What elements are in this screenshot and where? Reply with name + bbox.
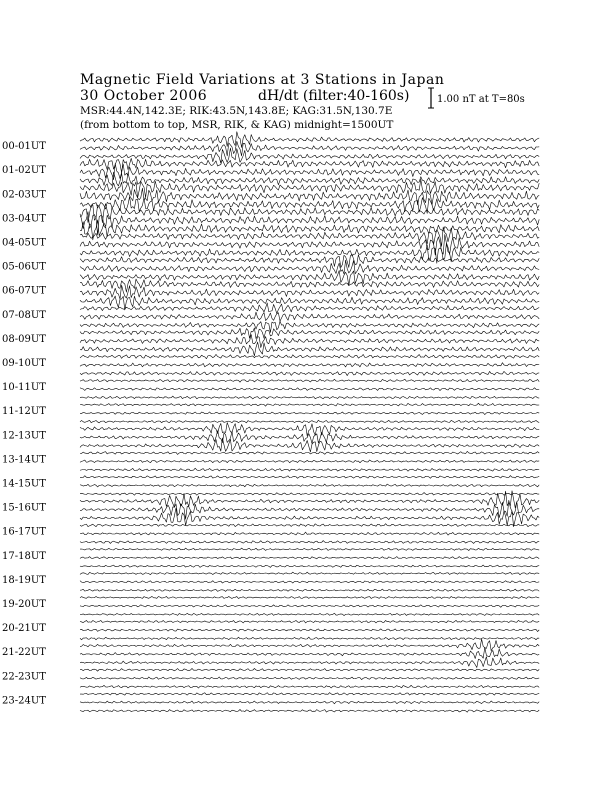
trace-kag-18 xyxy=(80,572,539,575)
trace-msr-19 xyxy=(80,613,539,615)
trace-rik-16 xyxy=(80,532,539,535)
hour-label: 00-01UT xyxy=(2,141,46,153)
trace-msr-06 xyxy=(80,296,539,310)
trace-msr-22 xyxy=(80,685,539,688)
station-coordinates: MSR:44.4N,142.3E; RIK:43.5N,143.8E; KAG:31.5N,130.7E xyxy=(80,105,393,117)
hour-label: 16-17UT xyxy=(2,526,46,538)
trace-msr-09 xyxy=(80,371,539,375)
trace-rik-01 xyxy=(80,164,539,180)
trace-kag-00 xyxy=(80,132,539,148)
trace-kag-07 xyxy=(80,303,539,314)
trace-msr-14 xyxy=(80,493,539,496)
trace-rik-09 xyxy=(80,363,539,367)
hour-label: 02-03UT xyxy=(2,189,46,201)
trace-kag-22 xyxy=(80,668,539,671)
trace-kag-10 xyxy=(80,379,539,382)
trace-msr-18 xyxy=(80,589,539,591)
trace-rik-10 xyxy=(80,388,539,391)
trace-kag-23 xyxy=(80,693,539,696)
hour-label: 17-18UT xyxy=(2,550,46,562)
hour-label: 15-16UT xyxy=(2,502,46,514)
hour-label: 09-10UT xyxy=(2,358,46,370)
hour-label: 20-21UT xyxy=(2,623,46,635)
trace-kag-21 xyxy=(80,639,539,651)
hour-label: 14-15UT xyxy=(2,478,46,490)
trace-msr-10 xyxy=(80,396,539,399)
trace-kag-02 xyxy=(80,179,539,198)
hour-label: 01-02UT xyxy=(2,165,46,177)
trace-kag-12 xyxy=(80,423,539,436)
hour-label: 11-12UT xyxy=(2,406,46,418)
trace-kag-05 xyxy=(80,254,539,267)
hour-label: 19-20UT xyxy=(2,599,46,611)
chart-date: 30 October 2006 xyxy=(80,88,208,104)
trace-msr-16 xyxy=(80,541,539,544)
trace-kag-15 xyxy=(80,491,539,508)
hour-label: 05-06UT xyxy=(2,261,46,273)
hour-labels xyxy=(2,141,46,706)
trace-kag-19 xyxy=(80,596,539,598)
trace-kag-17 xyxy=(80,548,539,550)
quantity-label: dH/dt (filter:40-160s) xyxy=(258,88,410,104)
trace-rik-08 xyxy=(80,335,539,348)
hour-label: 08-09UT xyxy=(2,333,46,345)
station-order-note: (from bottom to top, MSR, RIK, & KAG) midnight=1500UT xyxy=(80,119,394,131)
trace-rik-11 xyxy=(80,412,539,415)
hour-label: 13-14UT xyxy=(2,454,46,466)
hour-label: 10-11UT xyxy=(2,382,46,394)
hour-label: 03-04UT xyxy=(2,213,46,225)
trace-rik-04 xyxy=(80,234,539,255)
hour-label: 23-24UT xyxy=(2,695,46,707)
trace-kag-01 xyxy=(80,158,539,173)
trace-rik-12 xyxy=(80,431,539,444)
trace-rik-15 xyxy=(80,500,539,519)
trace-rik-06 xyxy=(80,285,539,299)
trace-msr-17 xyxy=(80,565,539,567)
trace-msr-07 xyxy=(80,321,539,332)
trace-rik-13 xyxy=(80,460,539,463)
scale-bar-label: 1.00 nT at T=80s xyxy=(437,94,525,105)
scale-bar xyxy=(428,88,434,108)
trace-rik-17 xyxy=(80,557,539,559)
trace-rik-18 xyxy=(80,581,539,583)
trace-rik-14 xyxy=(80,484,539,487)
trace-msr-13 xyxy=(80,468,539,471)
trace-msr-23 xyxy=(80,710,539,713)
hour-label: 06-07UT xyxy=(2,285,46,297)
trace-msr-08 xyxy=(80,342,539,356)
trace-kag-13 xyxy=(80,451,539,454)
trace-msr-11 xyxy=(80,420,539,423)
trace-kag-06 xyxy=(80,279,539,292)
trace-rik-19 xyxy=(80,605,539,607)
trace-rik-20 xyxy=(80,629,539,632)
chart-title: Magnetic Field Variations at 3 Stations in Japan xyxy=(80,72,445,88)
trace-kag-08 xyxy=(80,328,539,339)
trace-kag-14 xyxy=(80,476,539,479)
hour-label: 21-22UT xyxy=(2,647,46,659)
hour-label: 07-08UT xyxy=(2,309,46,321)
trace-kag-09 xyxy=(80,354,539,358)
trace-msr-21 xyxy=(80,657,539,668)
trace-rik-22 xyxy=(80,677,539,680)
trace-rik-05 xyxy=(80,260,539,274)
hour-label: 18-19UT xyxy=(2,574,46,586)
trace-kag-20 xyxy=(80,620,539,623)
trace-rik-02 xyxy=(80,188,539,205)
trace-kag-11 xyxy=(80,403,539,406)
trace-msr-12 xyxy=(80,438,539,452)
trace-msr-20 xyxy=(80,637,539,640)
trace-rik-23 xyxy=(80,701,539,704)
trace-rik-07 xyxy=(80,312,539,321)
trace-rik-21 xyxy=(80,647,539,658)
hour-label: 22-23UT xyxy=(2,671,46,683)
trace-msr-01 xyxy=(80,172,539,186)
trace-group xyxy=(80,132,539,712)
trace-msr-00 xyxy=(80,148,539,163)
hour-label: 12-13UT xyxy=(2,430,46,442)
trace-rik-00 xyxy=(80,141,539,156)
trace-kag-16 xyxy=(80,524,539,527)
hour-label: 04-05UT xyxy=(2,237,46,249)
